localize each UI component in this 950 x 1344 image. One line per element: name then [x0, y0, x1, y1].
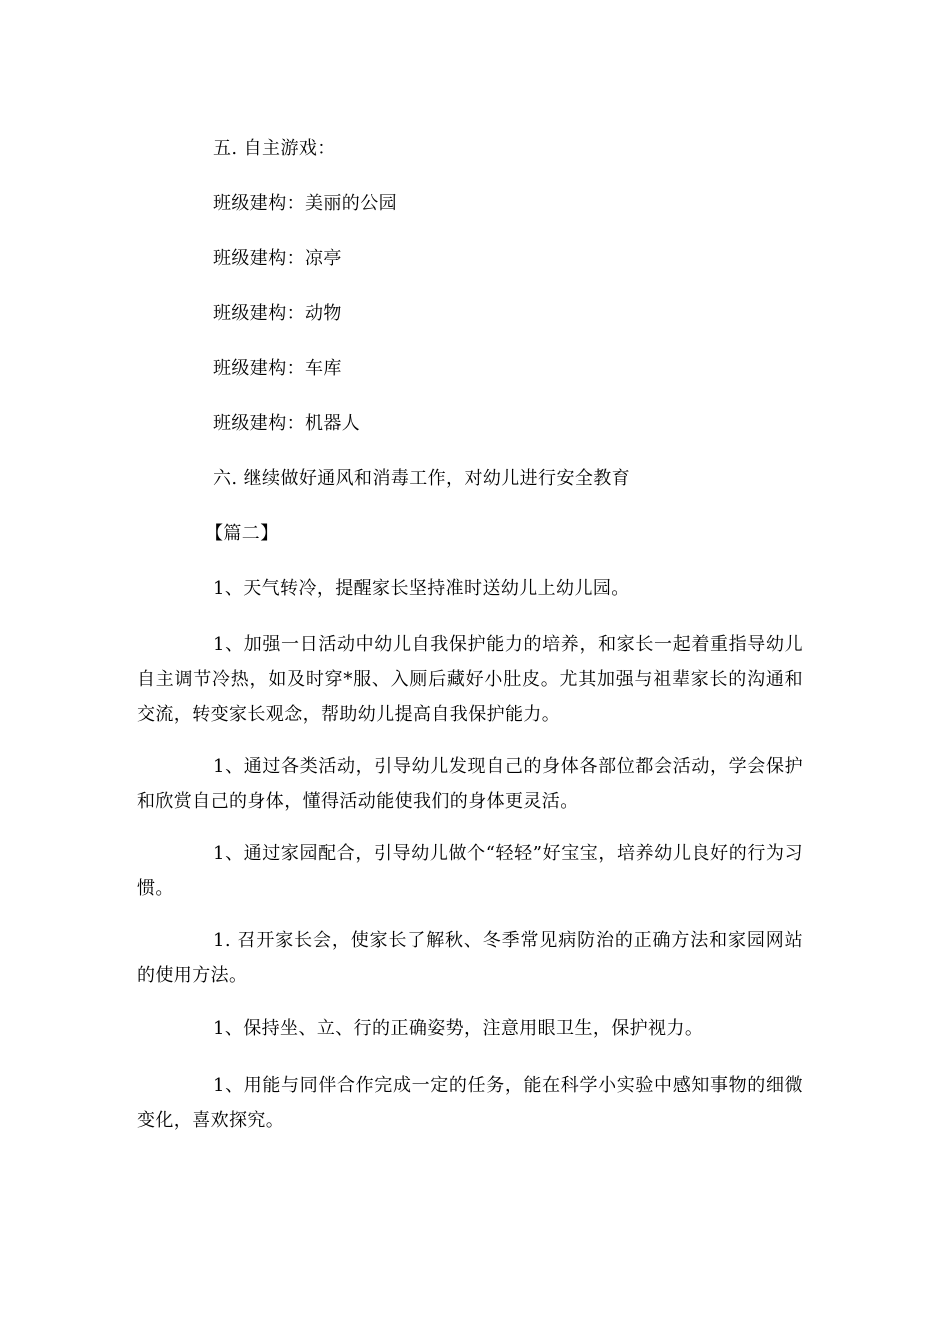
section5-item-3: 班级建构：动物	[213, 303, 342, 324]
section5-item-4: 班级建构：车库	[213, 358, 342, 379]
part2-paragraph-1: 1、加强一日活动中幼儿自我保护能力的培养，和家长一起着重指导幼儿自主调节冷热，如及时穿*服、入厕后藏好小肚皮。尤其加强与祖辈家长的沟通和交流，转变家长观念，帮助幼儿提高自我保护能力。	[137, 634, 803, 725]
part2-title: 【篇二】	[205, 523, 279, 544]
section5-item-2: 班级建构：凉亭	[213, 248, 342, 269]
section6-text: 六. 继续做好通风和消毒工作，对幼儿进行安全教育	[213, 468, 631, 489]
section5-item-1: 班级建构：美丽的公园	[213, 193, 397, 214]
part2-paragraph-4: 1. 召开家长会，使家长了解秋、冬季常见病防治的正确方法和家园网站的使用方法。	[137, 930, 803, 986]
part2-first-item: 1、天气转冷，提醒家长坚持准时送幼儿上幼儿园。	[213, 578, 630, 599]
part2-paragraph-5: 1、保持坐、立、行的正确姿势，注意用眼卫生，保护视力。	[213, 1018, 704, 1039]
section5-item-5: 班级建构：机器人	[213, 413, 361, 434]
part2-paragraph-6: 1、用能与同伴合作完成一定的任务，能在科学小实验中感知事物的细微变化，喜欢探究。	[137, 1075, 803, 1131]
part2-paragraph-3: 1、通过家园配合，引导幼儿做个“轻轻”好宝宝，培养幼儿良好的行为习惯。	[137, 843, 803, 899]
part2-paragraph-2: 1、通过各类活动，引导幼儿发现自己的身体各部位都会活动，学会保护和欣赏自己的身体，懂得活动能使我们的身体更灵活。	[137, 756, 803, 812]
section5-heading: 五. 自主游戏：	[213, 138, 336, 159]
